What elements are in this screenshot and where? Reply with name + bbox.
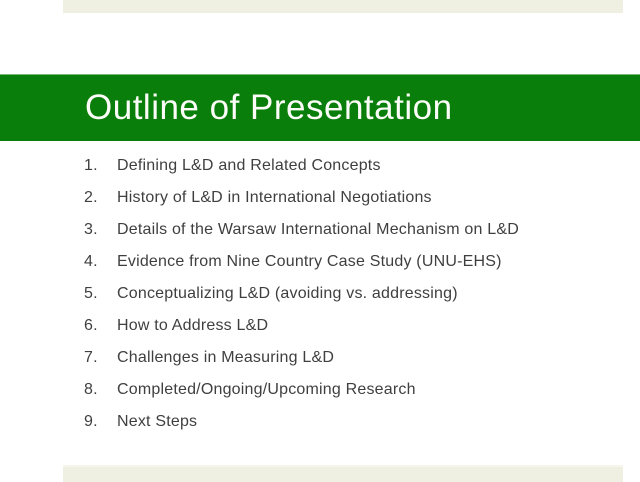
list-item-number: 9. [84,413,98,430]
list-item-number: 7. [84,349,98,366]
list-item-label: Challenges in Measuring L&D [117,349,335,366]
list-item-label: Details of the Warsaw International Mechanism on L&D [117,221,519,238]
list-item-number: 6. [84,317,98,334]
list-item [84,187,624,219]
list-item [84,251,624,283]
list-item-label: Conceptualizing L&D (avoiding vs. addressing) [117,285,458,302]
list-item-number: 5. [84,285,98,302]
list-item [84,347,624,379]
list-item [84,315,624,347]
list-item-label: Defining L&D and Related Concepts [117,157,381,174]
list-item-number: 3. [84,221,98,238]
list-item [84,283,624,315]
list-item [84,219,624,251]
list-item-number: 2. [84,189,98,206]
outline-list [84,155,624,443]
list-item-label: Evidence from Nine Country Case Study (UNU-EHS) [117,253,502,270]
slide-title: Outline of Presentation [85,88,453,127]
top-accent-bar [63,0,623,13]
list-item-label: History of L&D in International Negotiations [117,189,432,206]
list-item [84,411,624,443]
title-header-band [0,74,640,141]
list-item-number: 4. [84,253,98,270]
list-item [84,155,624,187]
bottom-accent-bar [63,465,623,482]
list-item-label: Next Steps [117,413,198,430]
list-item-label: How to Address L&D [117,317,269,334]
list-item [84,379,624,411]
list-item-label: Completed/Ongoing/Upcoming Research [117,381,416,398]
list-item-number: 8. [84,381,98,398]
list-item-number: 1. [84,157,98,174]
